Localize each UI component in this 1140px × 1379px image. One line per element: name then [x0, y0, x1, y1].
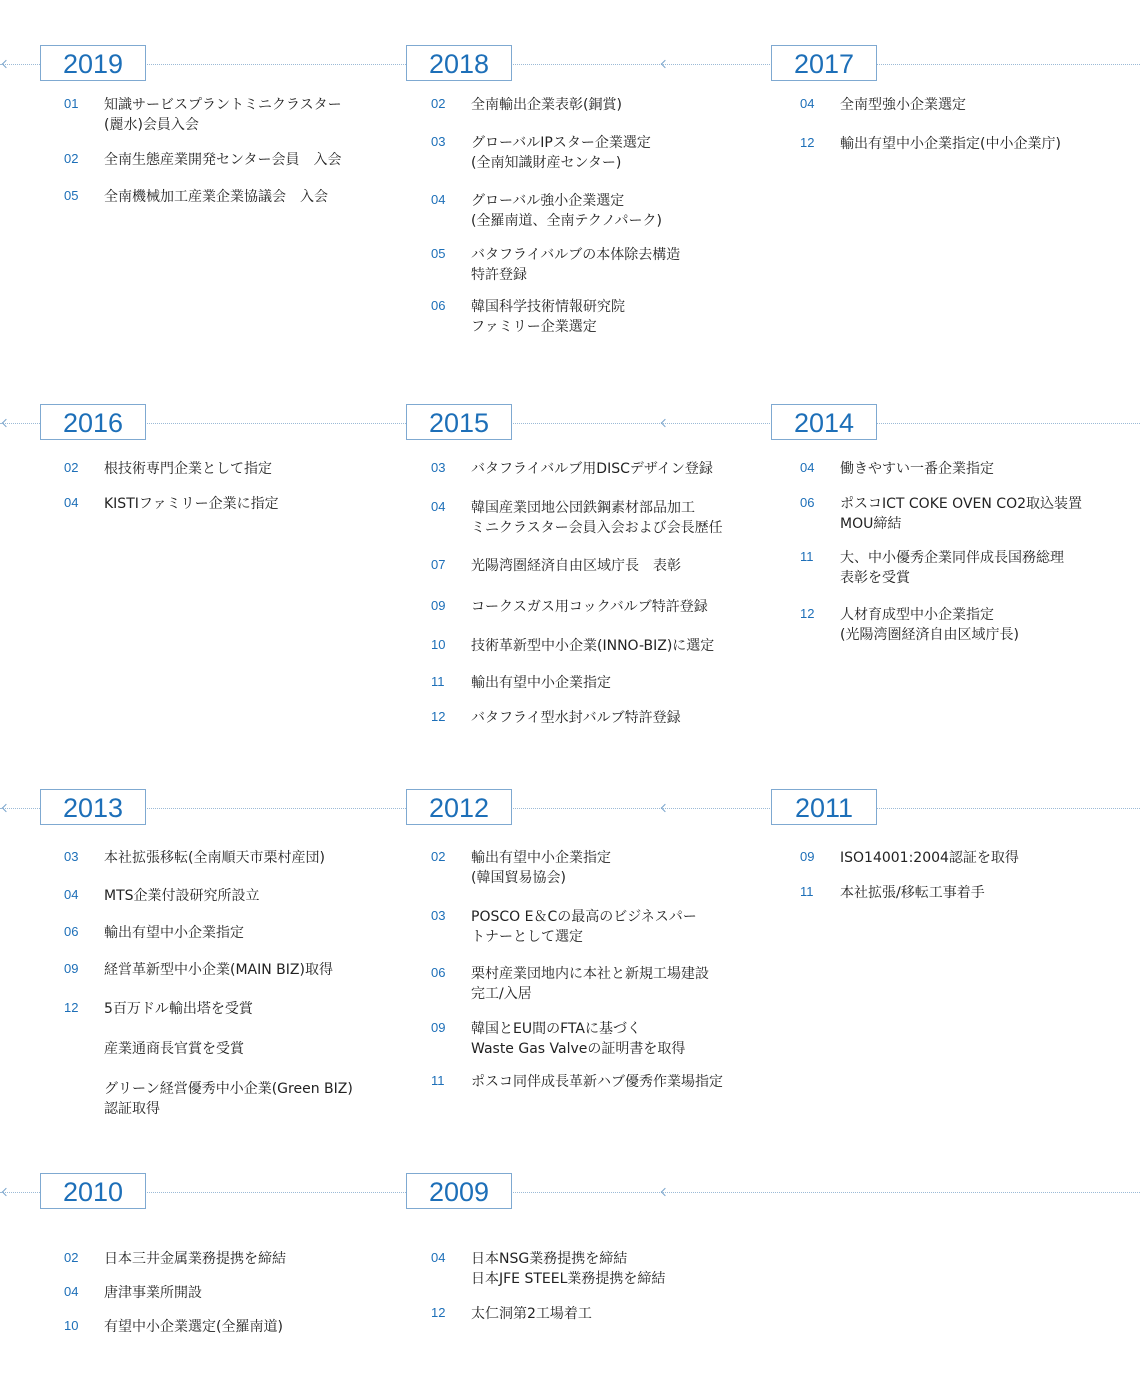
event-month: 03: [431, 908, 446, 923]
event-month: 05: [64, 188, 79, 203]
chevron-left-icon: [2, 419, 10, 427]
event-month: 09: [800, 849, 815, 864]
event-month: 04: [800, 96, 815, 111]
event-month: 06: [800, 495, 815, 510]
event-text: 有望中小企業選定(全羅南道): [104, 1319, 283, 1335]
chevron-left-icon: [661, 60, 669, 68]
event-month: 12: [64, 1000, 79, 1015]
event-text: 大、中小優秀企業同伴成長国務総理 表彰を受賞: [840, 550, 1064, 586]
event-text: コークスガス用コックバルブ特許登録: [471, 599, 708, 615]
event-text: 技術革新型中小企業(INNO-BIZ)に選定: [471, 638, 715, 654]
event-text: バタフライ型水封バルブ特許登録: [471, 710, 681, 726]
event-text: 韓国産業団地公団鉄鋼素材部品加工 ミニクラスター会員入会および会長歴任: [471, 500, 723, 536]
event-month: 04: [431, 499, 446, 514]
event-month: 02: [64, 460, 79, 475]
event-text: 全南型強小企業選定: [840, 97, 966, 113]
event-month: 09: [431, 1020, 446, 1035]
event-month: 06: [64, 924, 79, 939]
event-month: 02: [431, 96, 446, 111]
event-month: 04: [431, 1250, 446, 1265]
event-month: 03: [431, 460, 446, 475]
event-month: 02: [64, 1250, 79, 1265]
event-text: MTS企業付設研究所設立: [104, 888, 260, 904]
year-label: 2012: [406, 789, 512, 825]
event-month: 06: [431, 298, 446, 313]
event-month: 10: [431, 637, 446, 652]
event-text: バタフライバルブ用DISCデザイン登録: [471, 461, 713, 477]
event-text: ISO14001:2004認証を取得: [840, 850, 1019, 866]
timeline-line: [0, 423, 1140, 424]
event-text: バタフライバルブの本体除去構造 特許登録: [471, 247, 681, 283]
event-text: 産業通商長官賞を受賞: [104, 1041, 244, 1057]
timeline-line: [0, 1192, 1140, 1193]
event-text: 韓国科学技術情報研究院 ファミリー企業選定: [471, 299, 625, 335]
year-label: 2019: [40, 45, 146, 81]
year-label: 2015: [406, 404, 512, 440]
event-month: 12: [800, 606, 815, 621]
event-month: 12: [431, 709, 446, 724]
event-month: 04: [431, 192, 446, 207]
event-text: 唐津事業所開設: [104, 1285, 202, 1301]
chevron-left-icon: [2, 804, 10, 812]
event-text: 全南生態産業開発センター会員 入会: [104, 152, 342, 168]
event-text: 輸出有望中小企業指定 (韓国貿易協会): [471, 850, 611, 886]
event-month: 11: [431, 674, 445, 689]
event-text: 働きやすい一番企業指定: [840, 461, 994, 477]
event-text: 栗村産業団地内に本社と新規工場建設 完工/入居: [471, 966, 709, 1002]
event-text: 輸出有望中小企業指定(中小企業庁): [840, 136, 1061, 152]
event-text: 知識サービスプラントミニクラスター (麗水)会員入会: [104, 97, 342, 133]
event-month: 10: [64, 1318, 79, 1333]
event-text: 根技術専門企業として指定: [104, 461, 272, 477]
timeline-line: [0, 64, 1140, 65]
event-month: 03: [431, 134, 446, 149]
event-month: 04: [800, 460, 815, 475]
event-text: 日本NSG業務提携を締結 日本JFE STEEL業務提携を締結: [471, 1251, 666, 1287]
event-text: 全南機械加工産業企業協議会 入会: [104, 189, 328, 205]
event-month: 11: [800, 884, 814, 899]
event-text: 輸出有望中小企業指定: [471, 675, 611, 691]
event-month: 01: [64, 96, 79, 111]
event-month: 12: [431, 1305, 446, 1320]
event-text: グローバル強小企業選定 (全羅南道、全南テクノパーク): [471, 193, 662, 229]
year-label: 2009: [406, 1173, 512, 1209]
year-label: 2018: [406, 45, 512, 81]
event-month: 02: [431, 849, 446, 864]
chevron-left-icon: [661, 804, 669, 812]
chevron-left-icon: [2, 1188, 10, 1196]
event-text: 太仁洞第2工場着工: [471, 1306, 592, 1322]
year-label: 2013: [40, 789, 146, 825]
year-label: 2017: [771, 45, 877, 81]
event-month: 12: [800, 135, 815, 150]
event-month: 11: [431, 1073, 445, 1088]
chevron-left-icon: [2, 60, 10, 68]
event-month: 02: [64, 151, 79, 166]
event-month: 03: [64, 849, 79, 864]
event-text: 韓国とEU間のFTAに基づく Waste Gas Valveの証明書を取得: [471, 1021, 686, 1057]
event-text: 本社拡張移転(全南順天市栗村産団): [104, 850, 325, 866]
event-month: 11: [800, 549, 814, 564]
year-label: 2016: [40, 404, 146, 440]
event-text: 経営革新型中小企業(MAIN BIZ)取得: [104, 962, 333, 978]
event-month: 04: [64, 1284, 79, 1299]
event-text: 日本三井金属業務提携を締結: [104, 1251, 286, 1267]
event-month: 04: [64, 887, 79, 902]
event-month: 04: [64, 495, 79, 510]
event-text: 本社拡張/移転工事着手: [840, 885, 985, 901]
event-text: 5百万ドル輸出塔を受賞: [104, 1001, 253, 1017]
chevron-left-icon: [661, 1188, 669, 1196]
event-month: 09: [64, 961, 79, 976]
event-text: ポスコ同伴成長革新ハブ優秀作業場指定: [471, 1074, 723, 1090]
event-month: 05: [431, 246, 446, 261]
event-month: 09: [431, 598, 446, 613]
event-text: グローバルIPスター企業選定 (全南知識財産センター): [471, 135, 651, 171]
year-label: 2011: [771, 789, 877, 825]
event-text: 全南輸出企業表彰(銅賞): [471, 97, 622, 113]
event-text: グリーン経営優秀中小企業(Green BIZ) 認証取得: [104, 1081, 353, 1117]
event-month: 07: [431, 557, 446, 572]
year-label: 2014: [771, 404, 877, 440]
event-text: 光陽湾圏経済自由区域庁長 表彰: [471, 558, 681, 574]
event-text: POSCO E＆Cの最高のビジネスパー トナーとして選定: [471, 909, 697, 945]
event-text: 輸出有望中小企業指定: [104, 925, 244, 941]
year-label: 2010: [40, 1173, 146, 1209]
event-text: 人材育成型中小企業指定 (光陽湾圏経済自由区域庁長): [840, 607, 1019, 643]
chevron-left-icon: [661, 419, 669, 427]
event-month: 06: [431, 965, 446, 980]
event-text: KISTIファミリー企業に指定: [104, 496, 279, 512]
timeline-line: [0, 808, 1140, 809]
event-text: ポスコICT COKE OVEN CO2取込装置 MOU締結: [840, 496, 1082, 532]
